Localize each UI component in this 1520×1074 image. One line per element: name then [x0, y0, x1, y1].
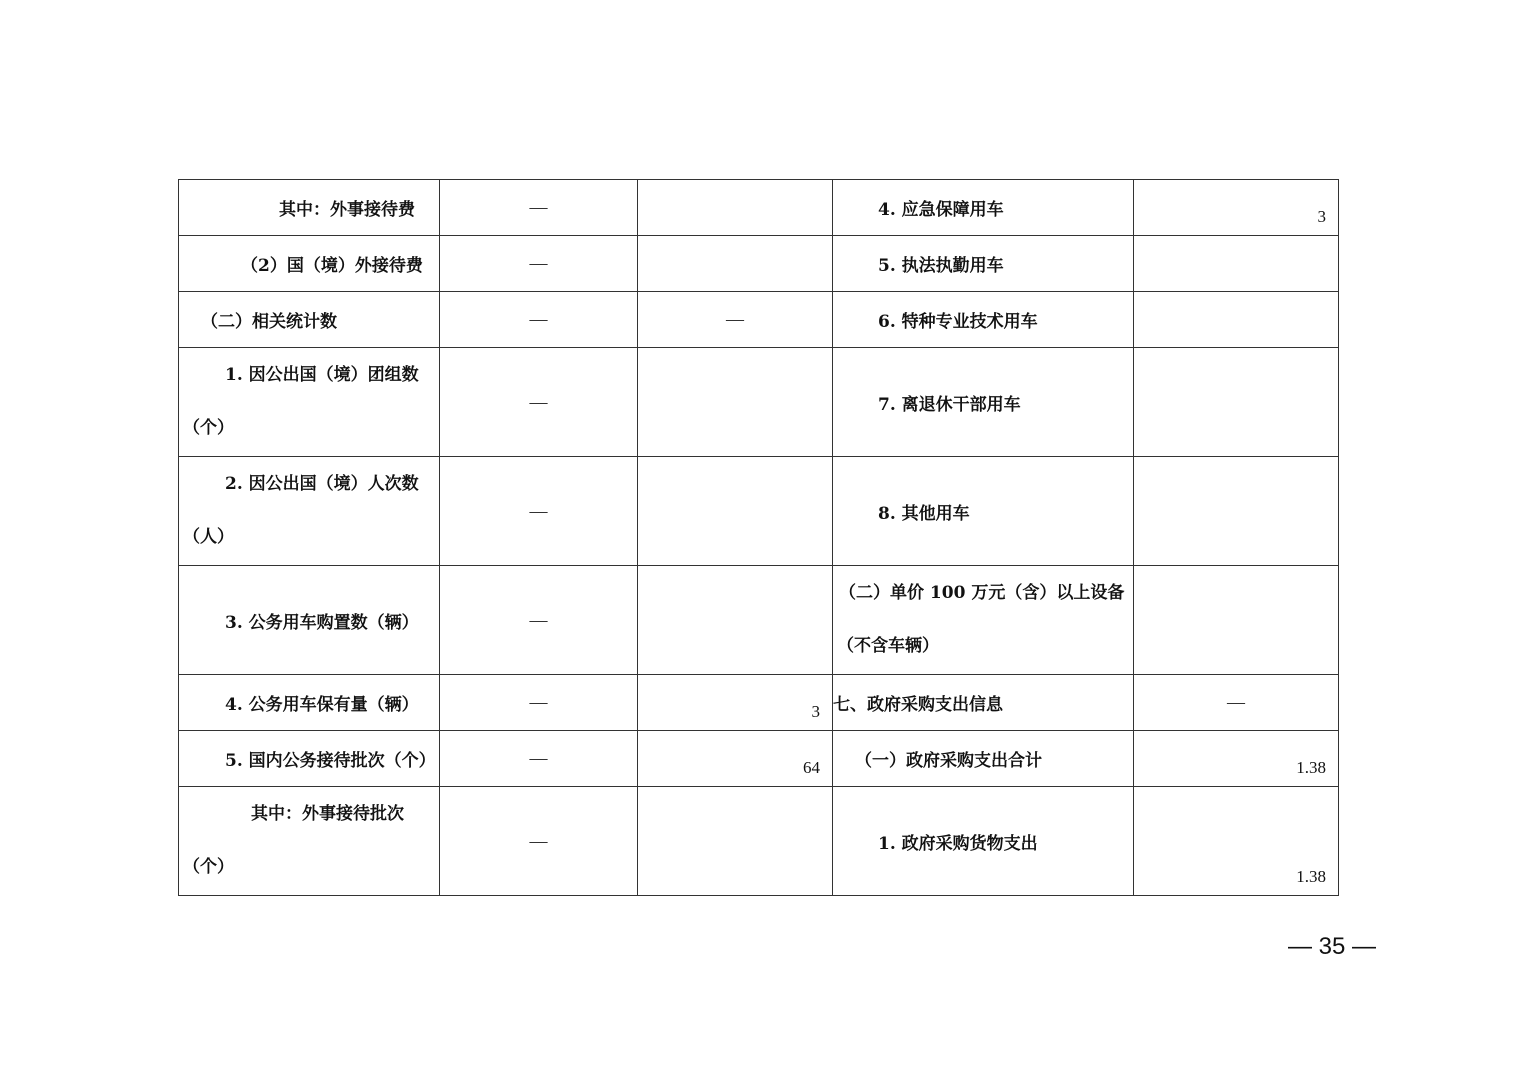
table-row: [179, 675, 1339, 731]
cell-value: [1134, 457, 1339, 566]
cell-value: —: [440, 675, 638, 731]
cell-value: 1.38: [1134, 731, 1339, 787]
right-label: （一）政府采购支出合计: [833, 731, 1134, 787]
cell-value: [1134, 348, 1339, 457]
cell-value: [638, 457, 833, 566]
row-label: 其中：外事接待费: [179, 180, 440, 236]
row-label: 2. 因公出国（境）人次数 （人）: [179, 457, 440, 566]
cell-value: 3: [638, 675, 833, 731]
cell-value: [638, 787, 833, 896]
row-label: （二）相关统计数: [179, 292, 440, 348]
cell-value: [638, 236, 833, 292]
cell-value: —: [440, 180, 638, 236]
cell-value: [1134, 292, 1339, 348]
table-row: [179, 457, 1339, 566]
cell-value: —: [440, 457, 638, 566]
cell-value: —: [440, 348, 638, 457]
table-row: [179, 180, 1339, 236]
page-number: — 35 —: [1288, 933, 1377, 960]
cell-value: [638, 348, 833, 457]
cell-value: [1134, 236, 1339, 292]
row-label: （2）国（境）外接待费: [179, 236, 440, 292]
cell-value: 64: [638, 731, 833, 787]
right-label: 6. 特种专业技术用车: [833, 292, 1134, 348]
right-label: 7. 离退休干部用车: [833, 348, 1134, 457]
table-row: [179, 236, 1339, 292]
table-row: [179, 566, 1339, 675]
cell-value: —: [440, 292, 638, 348]
table-row: [179, 348, 1339, 457]
table-row: [179, 787, 1339, 896]
right-label: 4. 应急保障用车: [833, 180, 1134, 236]
row-label: 其中：外事接待批次 （个）: [179, 787, 440, 896]
cell-value: —: [440, 731, 638, 787]
expense-statistics-table: [178, 179, 1339, 896]
cell-value: —: [1134, 675, 1339, 731]
row-label: 1. 因公出国（境）团组数 （个）: [179, 348, 440, 457]
cell-value: —: [638, 292, 833, 348]
cell-value: —: [440, 787, 638, 896]
cell-value: 3: [1134, 180, 1339, 236]
right-label: （二）单价 100 万元（含）以上设备 （不含车辆）: [833, 566, 1134, 675]
cell-value: [1134, 566, 1339, 675]
cell-value: 1.38: [1134, 787, 1339, 896]
cell-value: [638, 566, 833, 675]
right-label: 8. 其他用车: [833, 457, 1134, 566]
cell-value: —: [440, 236, 638, 292]
cell-value: —: [440, 566, 638, 675]
right-label: 七、政府采购支出信息: [833, 675, 1134, 731]
cell-value: [638, 180, 833, 236]
row-label: 4. 公务用车保有量（辆）: [179, 675, 440, 731]
right-label: 5. 执法执勤用车: [833, 236, 1134, 292]
row-label: 3. 公务用车购置数（辆）: [179, 566, 440, 675]
table-row: [179, 731, 1339, 787]
table-row: [179, 292, 1339, 348]
row-label: 5. 国内公务接待批次（个）: [179, 731, 440, 787]
right-label: 1. 政府采购货物支出: [833, 787, 1134, 896]
